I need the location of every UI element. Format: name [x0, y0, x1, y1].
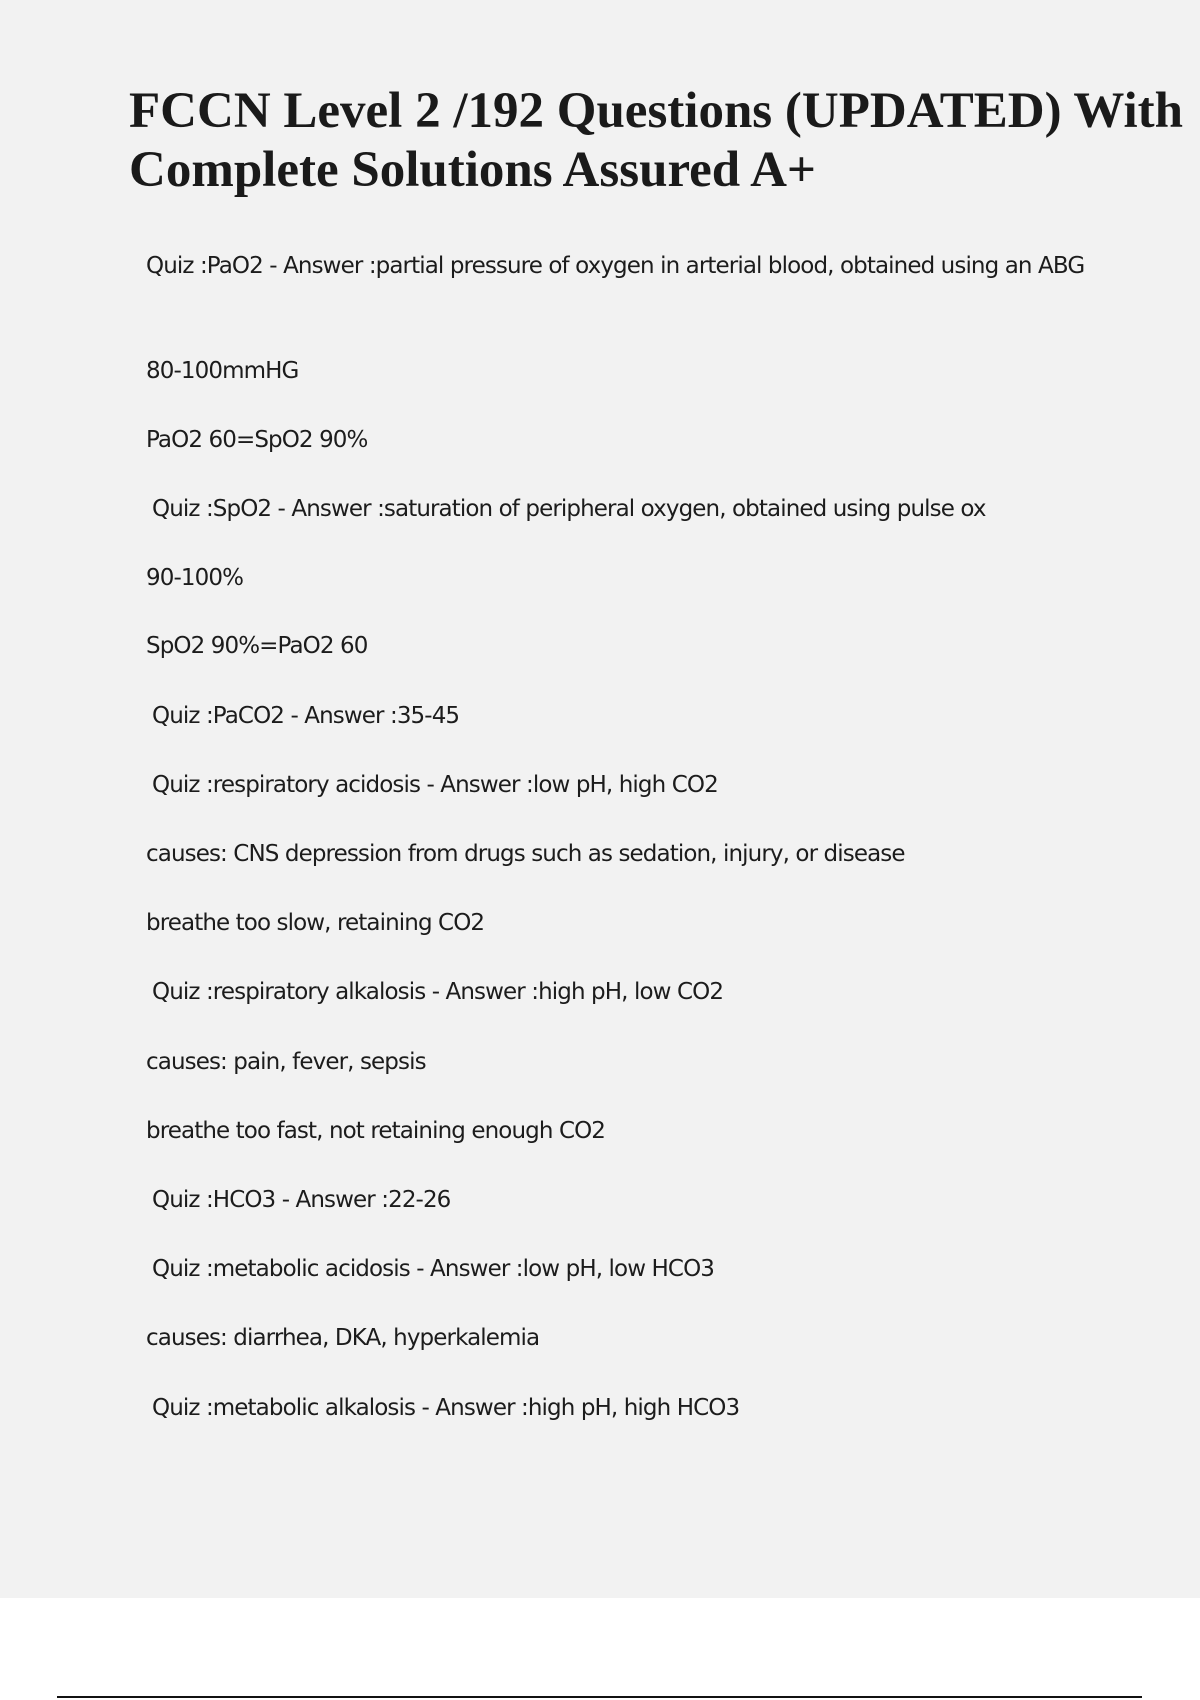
text-line: causes: diarrhea, DKA, hyperkalemia [146, 1325, 540, 1351]
footer-divider [57, 1696, 1142, 1698]
text-line: SpO2 90%=PaO2 60 [146, 633, 368, 659]
quiz-line-paco2: Quiz :PaCO2 - Answer :35-45 [152, 703, 460, 729]
title-line-2: Complete Solutions Assured A+ [129, 142, 816, 198]
text-line: causes: CNS depression from drugs such as sedation, injury, or disease [146, 841, 905, 867]
quiz-line-spo2: Quiz :SpO2 - Answer :saturation of peripheral oxygen, obtained using pulse ox [152, 496, 986, 522]
quiz-line-metabolic-alkalosis: Quiz :metabolic alkalosis - Answer :high pH, high HCO3 [152, 1395, 740, 1421]
title-line-1: FCCN Level 2 /192 Questions (UPDATED) With [129, 83, 1184, 139]
quiz-line-pao2: Quiz :PaO2 - Answer :partial pressure of oxygen in arterial blood, obtained using an ABG [146, 253, 1085, 279]
quiz-line-hco3: Quiz :HCO3 - Answer :22-26 [152, 1187, 451, 1213]
text-line: 80-100mmHG [146, 358, 299, 384]
text-line: causes: pain, fever, sepsis [146, 1049, 426, 1075]
document-title [129, 82, 1200, 200]
text-line: 90-100% [146, 565, 244, 591]
text-line: breathe too slow, retaining CO2 [146, 910, 485, 936]
text-line: breathe too fast, not retaining enough CO2 [146, 1118, 606, 1144]
text-line: PaO2 60=SpO2 90% [146, 427, 368, 453]
quiz-line-metabolic-acidosis: Quiz :metabolic acidosis - Answer :low pH, low HCO3 [152, 1256, 715, 1282]
quiz-line-respiratory-alkalosis: Quiz :respiratory alkalosis - Answer :high pH, low CO2 [152, 979, 724, 1005]
quiz-line-respiratory-acidosis: Quiz :respiratory acidosis - Answer :low pH, high CO2 [152, 772, 718, 798]
